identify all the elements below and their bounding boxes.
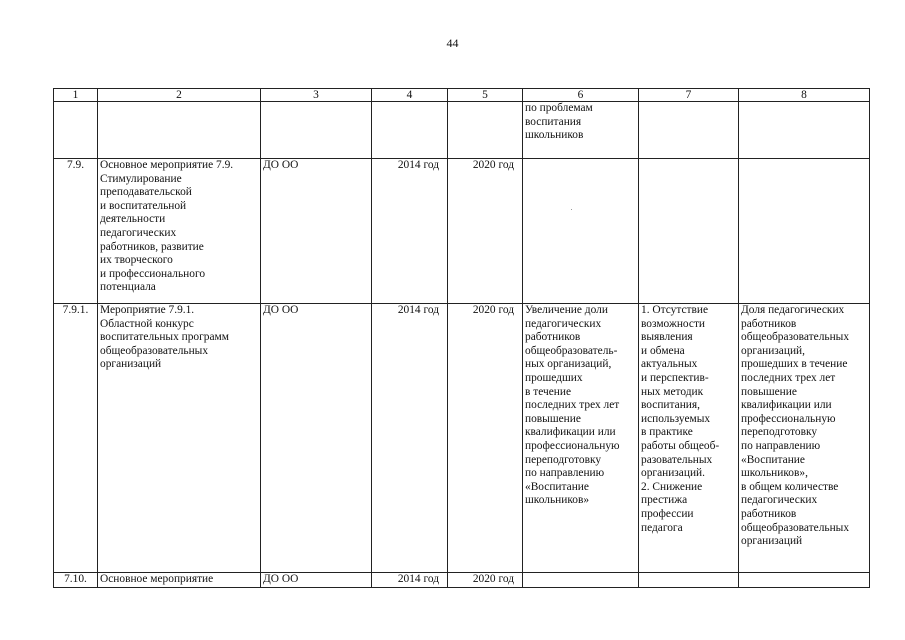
executor: ДО ОО	[261, 304, 372, 573]
target-indicator: Доля педагогических работников общеобразовательных организаций, прошедших в течение последних трех лет повышение квалификации или профессиональную переподготовку по направлению «Воспитание школьников», в общем количестве педагогических работников общеобразовательных организаций	[739, 304, 870, 573]
target-indicator	[739, 102, 870, 159]
header-cell: 3	[261, 89, 372, 102]
header-cell: 8	[739, 89, 870, 102]
non-implementation-consequences	[639, 573, 739, 588]
start-year: 2014 год	[372, 573, 448, 588]
table-row	[54, 304, 870, 573]
row-number: 7.10.	[54, 573, 98, 588]
end-year	[448, 102, 523, 159]
non-implementation-consequences	[639, 159, 739, 304]
expected-result	[523, 573, 639, 588]
target-indicator	[739, 573, 870, 588]
scan-speck	[571, 209, 572, 210]
table-row	[54, 159, 870, 304]
non-implementation-consequences: 1. Отсутствие возможности выявления и обмена актуальных и перспектив- ных методик воспитания, используемых в практике работы общеоб- разовательных организаций. 2. Снижение престижа профессии педагога	[639, 304, 739, 573]
executor	[261, 102, 372, 159]
executor: ДО ОО	[261, 159, 372, 304]
row-number: 7.9.	[54, 159, 98, 304]
end-year: 2020 год	[448, 573, 523, 588]
executor: ДО ОО	[261, 573, 372, 588]
start-year: 2014 год	[372, 304, 448, 573]
measure-name: Основное мероприятие	[98, 573, 261, 588]
header-cell: 5	[448, 89, 523, 102]
header-cell: 1	[54, 89, 98, 102]
end-year: 2020 год	[448, 159, 523, 304]
table-row	[54, 573, 870, 588]
table-row	[54, 102, 870, 159]
measure-name	[98, 102, 261, 159]
expected-result	[523, 159, 639, 304]
row-number: 7.9.1.	[54, 304, 98, 573]
expected-result: Увеличение доли педагогических работников общеобразователь- ных организаций, прошедших в течение последних трех лет повышение квалификации или профессиональную переподготовку по направлению «Воспитание школьников»	[523, 304, 639, 573]
row-number	[54, 102, 98, 159]
header-cell: 4	[372, 89, 448, 102]
header-cell: 2	[98, 89, 261, 102]
header-cell: 7	[639, 89, 739, 102]
expected-result: по проблемам воспитания школьников	[523, 102, 639, 159]
table-header-row	[54, 89, 870, 102]
target-indicator	[739, 159, 870, 304]
page-number: 44	[446, 36, 459, 50]
non-implementation-consequences	[639, 102, 739, 159]
program-table	[53, 88, 870, 588]
measure-name: Основное мероприятие 7.9. Стимулирование преподавательской и воспитательной деятельности педагогических работников, развитие их творческого и профессионального потенциала	[98, 159, 261, 304]
start-year: 2014 год	[372, 159, 448, 304]
measure-name: Мероприятие 7.9.1. Областной конкурс воспитательных программ общеобразовательных организаций	[98, 304, 261, 573]
header-cell: 6	[523, 89, 639, 102]
start-year	[372, 102, 448, 159]
end-year: 2020 год	[448, 304, 523, 573]
